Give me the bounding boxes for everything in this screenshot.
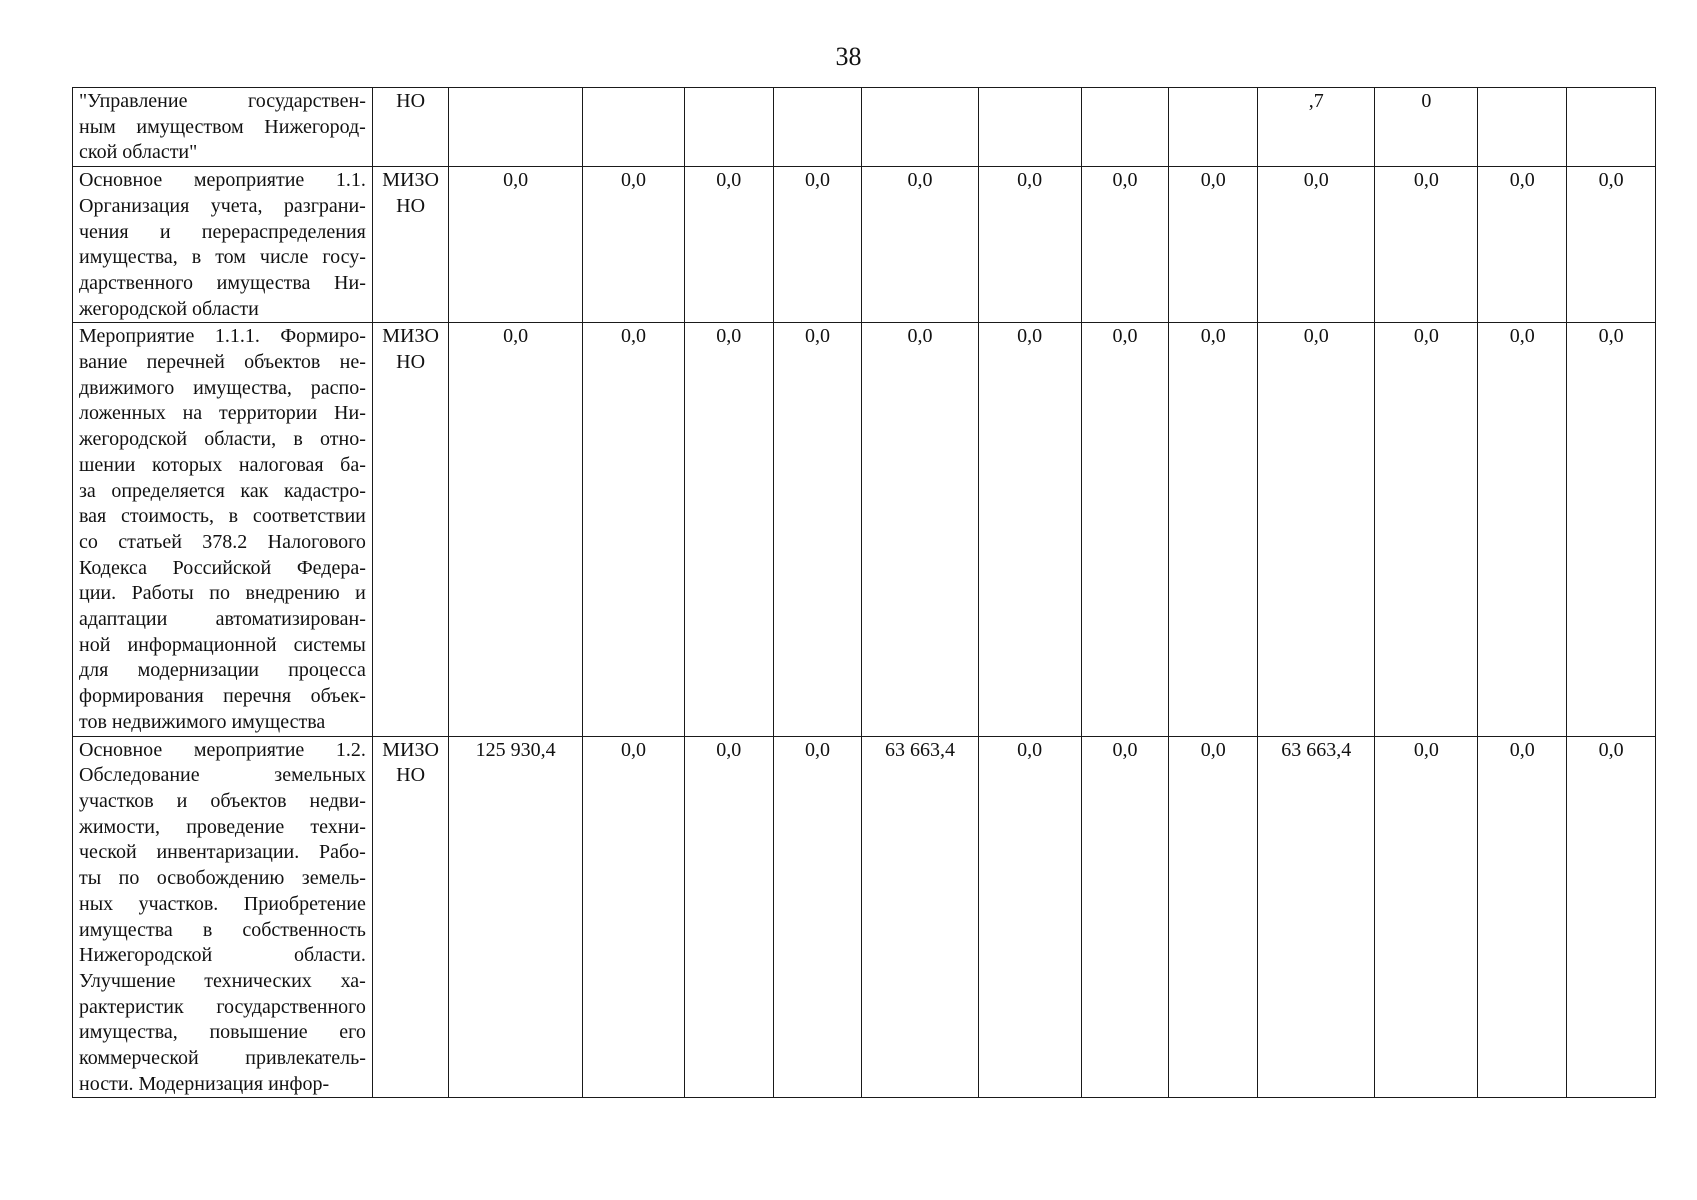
- description-line: чения и перераспределения: [79, 220, 366, 243]
- value-cell: 0,0: [582, 323, 684, 736]
- value-cell: 0,0: [773, 323, 862, 736]
- value-cell: ,7: [1258, 88, 1375, 167]
- description-line: Нижегородской области.: [79, 944, 366, 967]
- value-cell: 0,0: [684, 736, 773, 1098]
- value-cell: 0,0: [978, 167, 1081, 323]
- value-cell: 0,0: [1081, 736, 1169, 1098]
- value-cell: 125 930,4: [449, 736, 583, 1098]
- description-line: движимого имущества, распо-: [79, 376, 366, 399]
- value-cell: 0,0: [1375, 323, 1478, 736]
- row-description-cell: [73, 167, 373, 323]
- table-body: [73, 88, 1656, 1098]
- executor-line: МИЗО: [382, 738, 439, 761]
- description-line: ложенных на территории Ни-: [79, 402, 366, 425]
- description-line: Улучшение технических ха-: [79, 969, 366, 992]
- executor-line: МИЗО: [382, 169, 439, 192]
- value-cell: [1567, 88, 1656, 167]
- row-executor-cell: [372, 323, 448, 736]
- description-line: Организация учета, разграни-: [79, 194, 366, 217]
- description-line: имущества, в том числе госу-: [79, 246, 366, 269]
- description-line: ности. Модернизация инфор-: [79, 1072, 330, 1095]
- description-line: Основное мероприятие 1.2.: [79, 738, 366, 761]
- executor-line: НО: [396, 194, 426, 217]
- value-cell: 0,0: [1169, 167, 1258, 323]
- value-cell: 0,0: [1081, 323, 1169, 736]
- value-cell: 0,0: [1258, 323, 1375, 736]
- value-cell: 0,0: [862, 167, 978, 323]
- description-line: для модернизации процесса: [79, 659, 366, 682]
- value-cell: 0,0: [1169, 323, 1258, 736]
- description-line: имущества, повышение его: [79, 1021, 366, 1044]
- value-cell: 63 663,4: [862, 736, 978, 1098]
- value-cell: 0,0: [1258, 167, 1375, 323]
- description-line: имущества в собственность: [79, 918, 366, 941]
- value-cell: 0,0: [773, 167, 862, 323]
- value-cell: 0,0: [684, 167, 773, 323]
- value-cell: 0,0: [1567, 323, 1656, 736]
- value-cell: [978, 88, 1081, 167]
- value-cell: 0,0: [1478, 736, 1567, 1098]
- description-line: "Управление государствен-: [79, 90, 366, 112]
- description-line: ты по освобождению земель-: [79, 867, 366, 890]
- description-line: адаптации автоматизирован-: [79, 608, 366, 631]
- value-cell: [1169, 88, 1258, 167]
- description-line: дарственного имущества Ни-: [79, 271, 366, 294]
- value-cell: 0,0: [1567, 167, 1656, 323]
- value-cell: 0: [1375, 88, 1478, 167]
- description-line: тов недвижимого имущества: [79, 710, 326, 733]
- page-number: 38: [835, 42, 862, 71]
- value-cell: 0,0: [1169, 736, 1258, 1098]
- row-executor-cell: [372, 88, 448, 167]
- value-cell: 0,0: [1478, 167, 1567, 323]
- value-cell: 0,0: [582, 167, 684, 323]
- row-description-cell: [73, 323, 373, 736]
- row-executor-cell: [372, 167, 448, 323]
- value-cell: 0,0: [1081, 167, 1169, 323]
- value-cell: 0,0: [773, 736, 862, 1098]
- value-cell: 0,0: [862, 323, 978, 736]
- description-line: ных участков. Приобретение: [79, 892, 366, 915]
- value-cell: 0,0: [1478, 323, 1567, 736]
- description-line: жегородской области: [79, 297, 259, 320]
- description-line: вая стоимость, в соответствии: [79, 505, 366, 528]
- table-row: [73, 736, 1656, 1098]
- value-cell: [773, 88, 862, 167]
- value-cell: 0,0: [1375, 167, 1478, 323]
- value-cell: 0,0: [978, 736, 1081, 1098]
- value-cell: 0,0: [1567, 736, 1656, 1098]
- budget-table: [72, 87, 1656, 1098]
- description-line: ции. Работы по внедрению и: [79, 582, 366, 605]
- description-line: формирования перечня объек-: [79, 685, 366, 708]
- value-cell: 0,0: [978, 323, 1081, 736]
- value-cell: [582, 88, 684, 167]
- value-cell: [1478, 88, 1567, 167]
- executor-line: МИЗО: [382, 325, 439, 348]
- description-line: рактеристик государственного: [79, 995, 366, 1018]
- executor-line: НО: [396, 764, 426, 787]
- description-line: шении которых налоговая ба-: [79, 453, 366, 476]
- value-cell: [862, 88, 978, 167]
- row-description-cell: [73, 736, 373, 1098]
- description-line: участков и объектов недви-: [79, 789, 366, 812]
- executor-line: НО: [396, 351, 426, 374]
- value-cell: [684, 88, 773, 167]
- value-cell: 0,0: [449, 323, 583, 736]
- description-line: вание перечней объектов не-: [79, 351, 366, 374]
- description-line: Обследование земельных: [79, 764, 366, 787]
- executor-line: НО: [396, 90, 426, 112]
- description-line: ным имуществом Нижегород-: [79, 115, 366, 138]
- row-executor-cell: [372, 736, 448, 1098]
- description-line: со статьей 378.2 Налогового: [79, 530, 366, 553]
- description-line: жегородской области, в отно-: [79, 428, 366, 451]
- table-row: [73, 167, 1656, 323]
- value-cell: 0,0: [582, 736, 684, 1098]
- description-line: ческой инвентаризации. Рабо-: [79, 841, 366, 864]
- description-line: за определяется как кадастро-: [79, 479, 366, 502]
- description-line: Кодекса Российской Федера-: [79, 556, 366, 579]
- table-row: [73, 88, 1656, 167]
- description-line: коммерческой привлекатель-: [79, 1047, 366, 1070]
- description-line: Основное мероприятие 1.1.: [79, 169, 366, 192]
- description-line: Мероприятие 1.1.1. Формиро-: [79, 325, 366, 348]
- value-cell: 63 663,4: [1258, 736, 1375, 1098]
- table-row: [73, 323, 1656, 736]
- value-cell: [1081, 88, 1169, 167]
- description-line: ной информационной системы: [79, 633, 366, 656]
- value-cell: 0,0: [684, 323, 773, 736]
- value-cell: 0,0: [1375, 736, 1478, 1098]
- row-description-cell: [73, 88, 373, 167]
- description-line: ской области": [79, 141, 198, 164]
- value-cell: 0,0: [449, 167, 583, 323]
- description-line: жимости, проведение техни-: [79, 815, 366, 838]
- value-cell: [449, 88, 583, 167]
